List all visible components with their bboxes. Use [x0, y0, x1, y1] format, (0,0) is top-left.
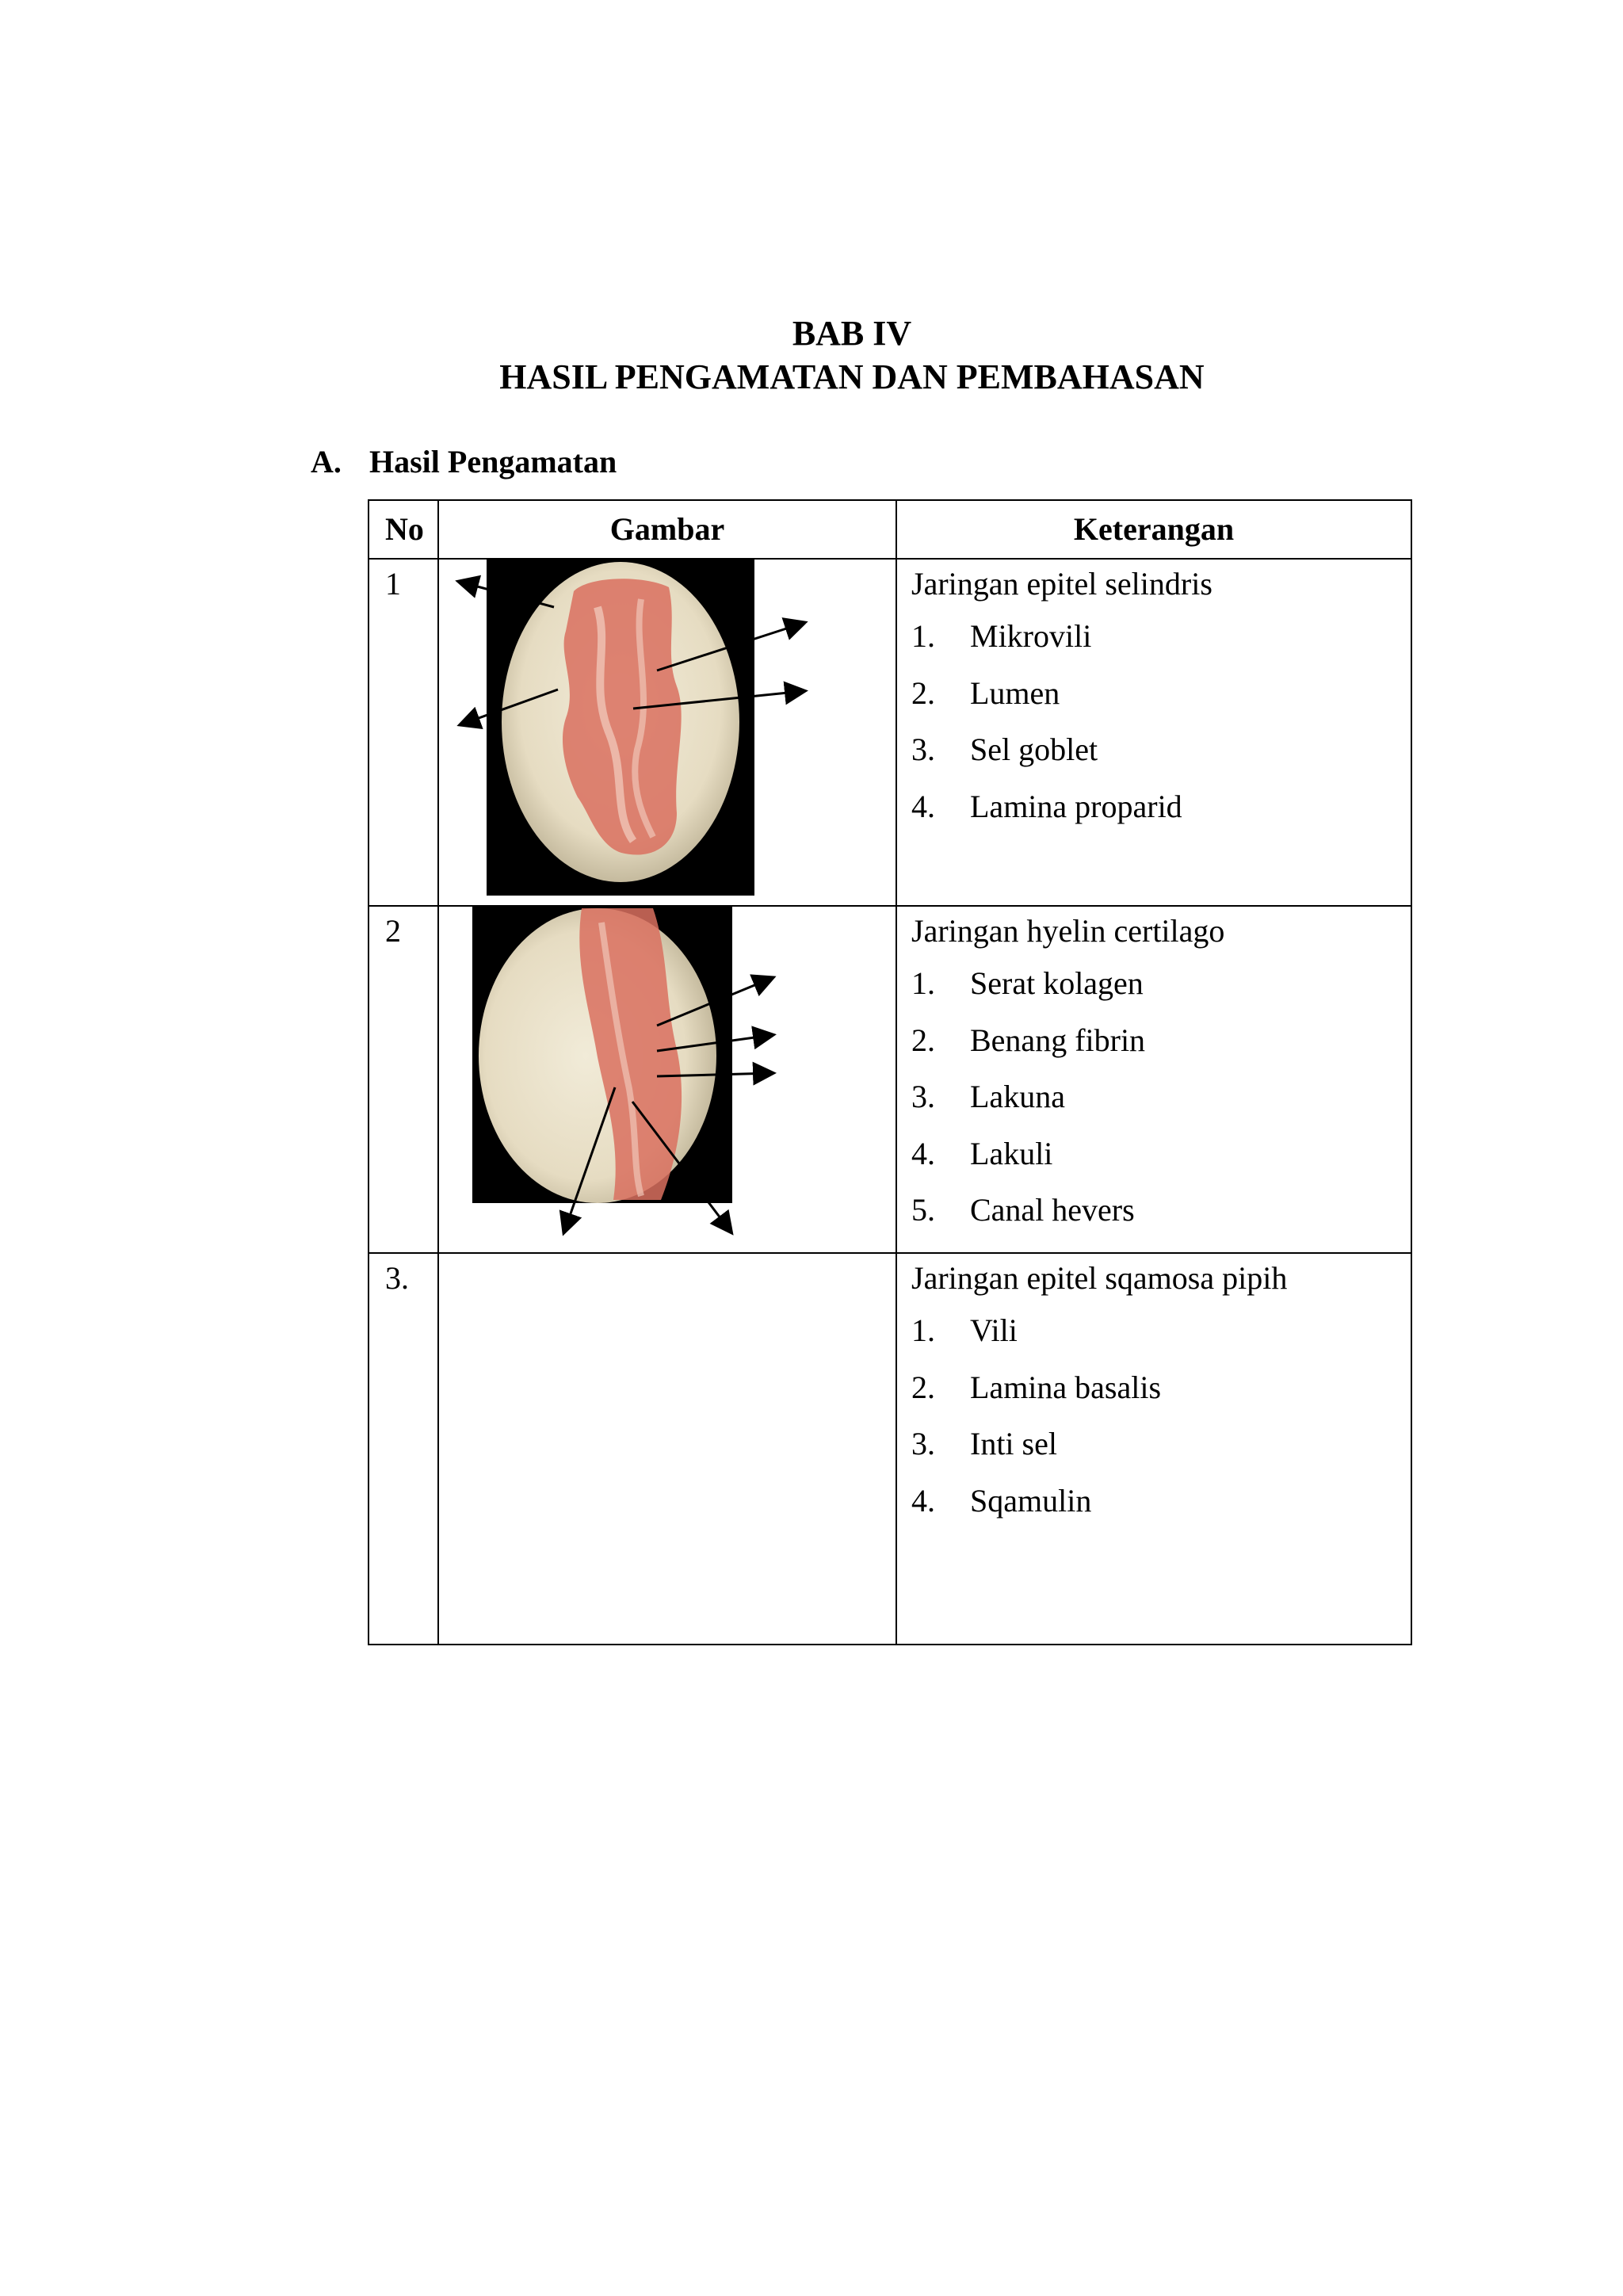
list-item: 4. Lamina proparid	[911, 788, 1182, 824]
tissue-name: Jaringan hyelin certilago	[911, 913, 1225, 949]
header-no: No	[369, 500, 438, 559]
list-item: 3. Lakuna	[911, 1079, 1065, 1114]
micrograph-cell	[438, 559, 896, 906]
micrograph-cell	[438, 906, 896, 1253]
list-item: 1. Vili	[911, 1312, 1018, 1348]
table-header-row	[369, 500, 1411, 559]
list-item: 2. Lamina basalis	[911, 1369, 1162, 1405]
observation-table	[368, 499, 1412, 1645]
row-number: 2	[369, 906, 438, 1253]
parts-list	[911, 1306, 1411, 1533]
section-letter: A.	[311, 444, 342, 479]
list-item: 2. Lumen	[911, 674, 1060, 711]
table-row	[369, 559, 1411, 906]
table-row	[369, 1253, 1411, 1645]
list-item: 1. Mikrovili	[911, 618, 1092, 654]
list-item: 1. Serat kolagen	[911, 965, 1144, 1001]
section-heading	[311, 442, 617, 482]
header-gambar: Gambar	[438, 500, 896, 559]
list-item: 5. Canal hevers	[911, 1192, 1135, 1228]
chapter-title: HASIL PENGAMATAN DAN PEMBAHASAN	[499, 357, 1205, 396]
row-number: 3.	[369, 1253, 438, 1645]
parts-list	[911, 959, 1411, 1243]
tissue-name: Jaringan epitel selindris	[911, 566, 1212, 602]
list-item: 4. Lakuli	[911, 1135, 1053, 1171]
list-item: 2. Benang fibrin	[911, 1022, 1146, 1058]
list-item: 3. Sel goblet	[911, 732, 1098, 767]
list-item: 4. Sqamulin	[911, 1482, 1092, 1519]
parts-list	[911, 612, 1411, 839]
section-title: Hasil Pengamatan	[369, 444, 617, 479]
row-number: 1	[369, 559, 438, 906]
list-item: 3. Inti sel	[911, 1426, 1057, 1461]
tissue-name: Jaringan epitel sqamosa pipih	[911, 1260, 1288, 1296]
table-row	[369, 906, 1411, 1253]
description-cell	[896, 1253, 1411, 1645]
micrograph-cell-empty	[438, 1253, 896, 1645]
header-keterangan: Keterangan	[896, 500, 1411, 559]
micrograph-hyelin-certilago	[439, 907, 896, 1252]
chapter-heading: BAB IV	[792, 314, 912, 353]
micrograph-epitel-selindris	[439, 560, 896, 905]
description-cell	[896, 906, 1411, 1253]
description-cell	[896, 559, 1411, 906]
